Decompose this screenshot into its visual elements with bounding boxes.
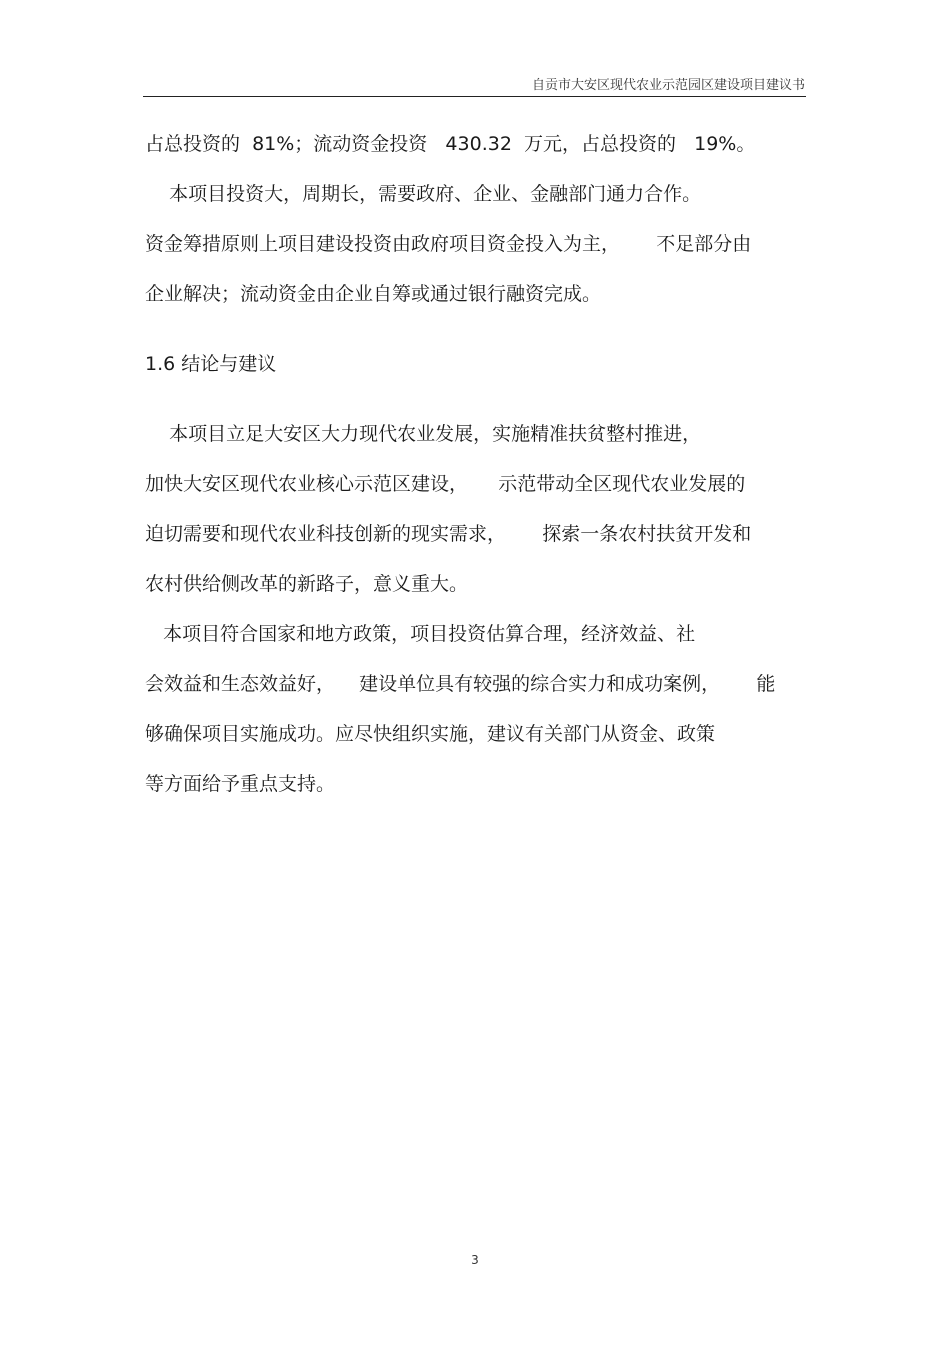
text-line: 农村供给侧改革的新路子，意义重大。 [145,573,469,595]
text-line: 够确保项目实施成功。应尽快组织实施，建议有关部门从资金、政策 [145,723,716,745]
text-line: 本项目投资大，周期长，需要政府、企业、金融部门通力合作。 [145,183,702,205]
text-line: 等方面给予重点支持。 [145,773,336,795]
text-line: 企业解决；流动资金由企业自筹或通过银行融资完成。 [145,283,602,305]
section-heading: 1.6 结论与建议 [145,353,277,375]
text-line: 本项目符合国家和地方政策，项目投资估算合理，经济效益、社 [145,623,696,645]
text-line: 迫切需要和现代农业科技创新的现实需求， 探索一条农村扶贫开发和 [145,523,752,545]
running-header-title: 自贡市大安区现代农业示范园区建设项目建议书 [531,78,805,93]
text-line: 占总投资的 81%；流动资金投资 430.32 万元，占总投资的 19%。 [145,133,756,155]
page-number: 3 [471,1253,479,1267]
text-line: 资金筹措原则上项目建设投资由政府项目资金投入为主， 不足部分由 [145,233,752,255]
text-line: 本项目立足大安区大力现代农业发展，实施精准扶贫整村推进， [145,423,702,445]
text-line: 会效益和生态效益好， 建设单位具有较强的综合实力和成功案例， 能 [145,673,776,695]
text-line: 加快大安区现代农业核心示范区建设， 示范带动全区现代农业发展的 [145,473,746,495]
header-divider [143,96,806,97]
